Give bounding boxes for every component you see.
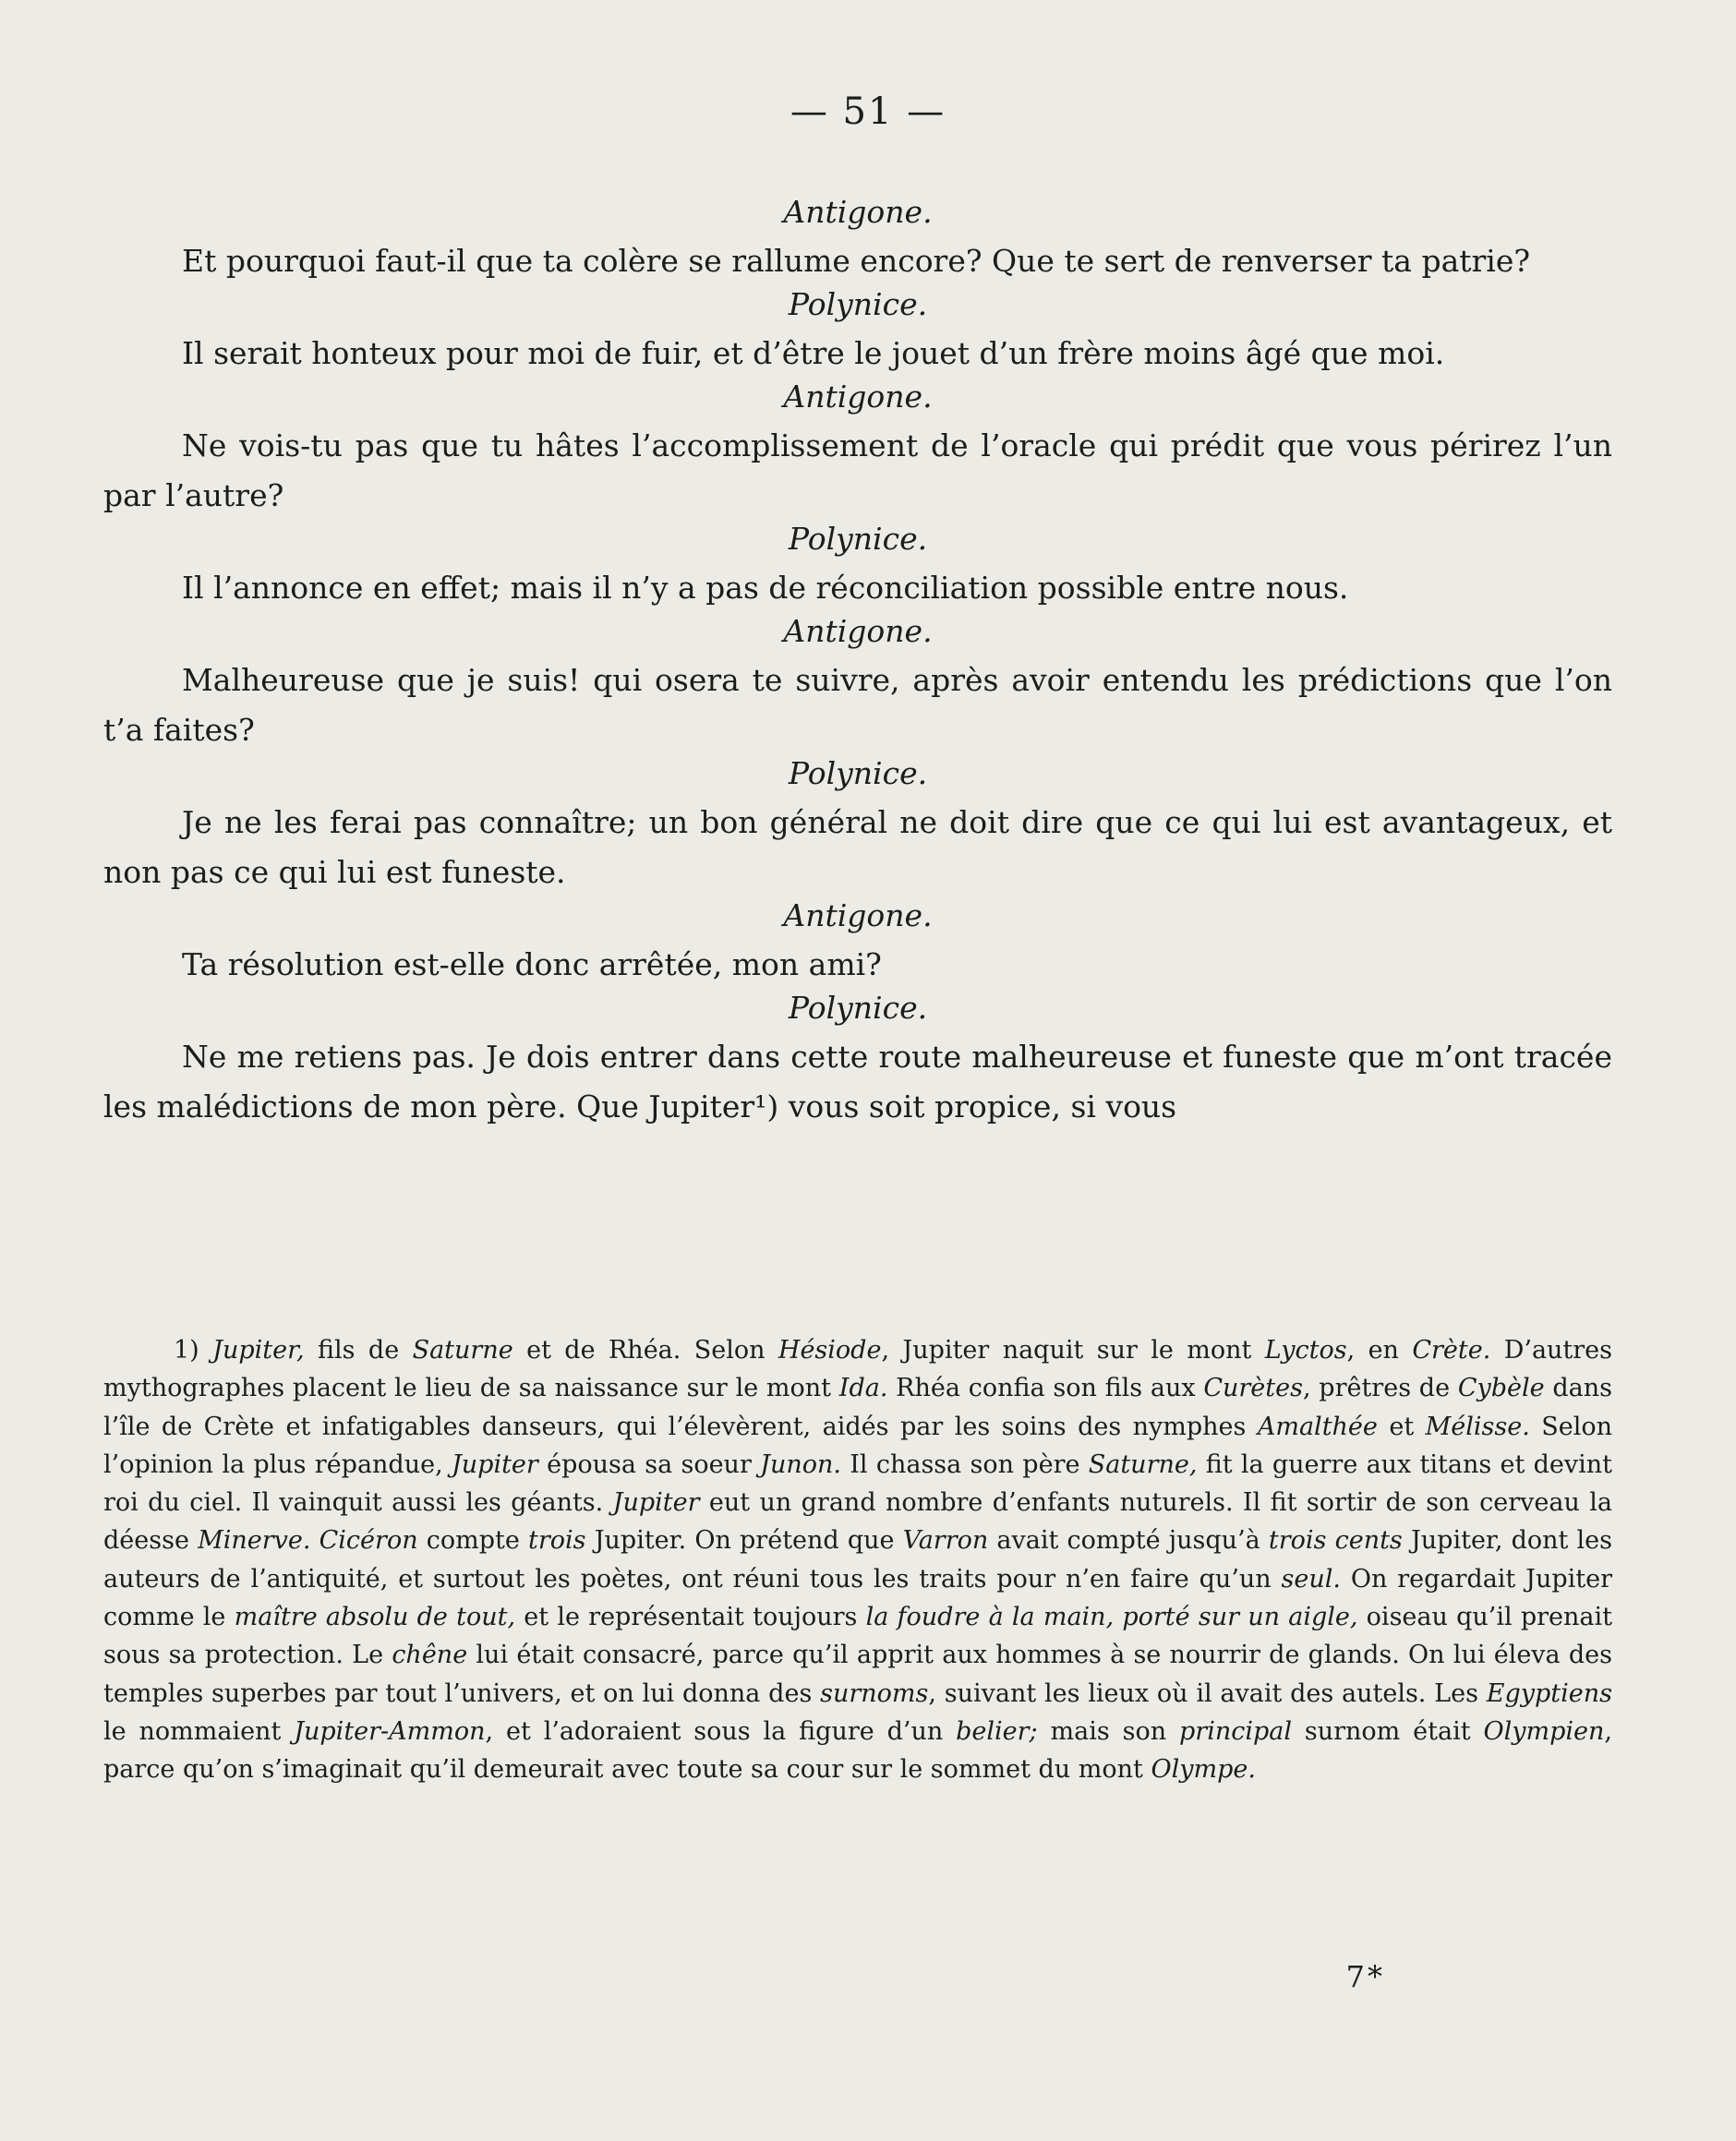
dialogue-entry <box>103 194 1612 286</box>
speech-line: Il serait honteux pour moi de fuir, et d’être le jouet d’un frère moins âgé que moi. <box>182 335 1445 371</box>
page-number: — 51 — <box>790 90 946 133</box>
speaker-name: Polynice. <box>788 990 928 1026</box>
footnote-text-run: , suivant les lieux où il avait des autels. Les <box>928 1678 1487 1708</box>
speech-line: Ne me retiens pas. Je dois entrer dans cette route malheureuse et funeste que m’ont tracée les malédictions de mon père. Que Jupiter¹) vous soit propice, si vous <box>103 1039 1612 1125</box>
speaker-name: Polynice. <box>788 521 928 557</box>
speech-line: Il l’annonce en effet; mais il n’y a pas de réconciliation possible entre nous. <box>182 570 1349 606</box>
footnote-italic-run: Amalthée <box>1257 1412 1378 1441</box>
footnote-text-run: , et l’adoraient sous la figure d’un <box>485 1716 957 1746</box>
footnote-italic-run: Cybèle <box>1457 1374 1545 1403</box>
footnote-text-run: compte <box>417 1526 529 1556</box>
speaker-name: Antigone. <box>783 897 933 933</box>
footnote-italic-run: chêne <box>392 1641 468 1670</box>
footnote-text-run: épousa sa soeur <box>537 1449 761 1479</box>
footnote-text-run: fils de <box>304 1336 413 1365</box>
footnote-text-run: lui était consacré, parce qu’il apprit aux hommes à se nourrir de glands. On lui éleva des temples superbes par tout l’univers, et on lui donna des <box>103 1641 1613 1708</box>
footnote-text-run: D’autres mythographes placent le lieu de sa naissance sur le mont <box>103 1336 1613 1403</box>
footnote-text-run: , prêtres de <box>1302 1374 1458 1403</box>
footnote-text-run: le nommaient <box>103 1716 295 1746</box>
footnote-italic-run: Ida. <box>838 1374 888 1403</box>
footnote-text-run: Il chassa son père <box>840 1449 1089 1479</box>
footnote-text-run: et de Rhéa. Selon <box>512 1336 778 1365</box>
footnote-italic-run: trois <box>528 1526 586 1556</box>
speaker-name: Polynice. <box>788 755 928 791</box>
footnote-italic-run: seul. <box>1281 1564 1341 1594</box>
speech-line: Et pourquoi faut-il que ta colère se rallume encore? Que te sert de renverser ta patrie? <box>182 243 1531 279</box>
footnote-italic-run: Jupiter-Ammon <box>294 1716 486 1746</box>
speaker-name: Antigone. <box>783 379 933 415</box>
footnote-italic-run: Jupiter <box>612 1488 700 1518</box>
footnote-text-run: et <box>1377 1412 1426 1441</box>
footnote-text-run: 1) <box>174 1336 213 1365</box>
footnote-text-run: On regardait Jupiter comme le <box>103 1564 1612 1632</box>
footnote-italic-run: Saturne <box>412 1336 513 1365</box>
speaker-name: Antigone. <box>783 194 933 230</box>
speech-line: Ne vois-tu pas que tu hâtes l’accomplissement de l’oracle qui prédit que vous périrez l’un par l’autre? <box>103 427 1612 513</box>
speech-line: Ta résolution est-elle donc arrêtée, mon ami? <box>182 946 882 982</box>
footnote-italic-run: la foudre à la main, porté sur un aigle, <box>865 1603 1358 1632</box>
dialogue-entry <box>103 286 1612 379</box>
footnote-text-run: oiseau qu’il prenait sous sa protection. Le <box>103 1603 1612 1670</box>
footnote-italic-run: Jupiter, <box>212 1336 305 1365</box>
speech-line: Malheureuse que je suis! qui osera te suivre, après avoir entendu les prédictions que l’on t’a faites? <box>103 662 1612 748</box>
dialogue-entry <box>103 990 1612 1132</box>
footnote-text-run: et le représentait toujours <box>515 1603 866 1632</box>
speaker-name: Antigone. <box>783 613 933 649</box>
footnote-text-run: avait compté jusqu’à <box>988 1526 1269 1556</box>
footnote-text-run: Selon l’opinion la plus répandue, <box>103 1412 1613 1479</box>
footnote-text-run: dans l’île de Crète et infatigables danseurs, qui l’élevèrent, aidés par les soins des nymphes <box>103 1374 1613 1441</box>
dialogue-entry <box>103 755 1612 897</box>
footnote-text-run: , parce qu’on s’imaginait qu’il demeurait avec toute sa cour sur le sommet du mont <box>103 1716 1612 1785</box>
footnote-text-run: Jupiter. On prétend que <box>585 1526 903 1556</box>
speaker-name: Polynice. <box>788 286 928 322</box>
footnote-italic-run: Mélisse. <box>1425 1412 1530 1441</box>
footnote-italic-run: Crète. <box>1412 1336 1491 1365</box>
footnote-italic-run: Jupiter <box>451 1449 538 1479</box>
speech-line: Je ne les ferai pas connaître; un bon général ne doit dire que ce qui lui est avantageux, et non pas ce qui lui est funeste. <box>103 804 1612 890</box>
footnote-text-run <box>310 1526 319 1555</box>
footnote-italic-run: belier; <box>956 1716 1038 1746</box>
footnote-italic-run: Saturne, <box>1088 1449 1198 1479</box>
footnote-italic-run: Junon. <box>760 1449 841 1479</box>
footnote-italic-run: Lyctos <box>1264 1336 1347 1365</box>
footnote-italic-run: Curètes <box>1203 1374 1303 1403</box>
dialogue-entry <box>103 521 1612 613</box>
footnote-text-run: , en <box>1346 1336 1413 1365</box>
footnote-italic-run: Egyptiens <box>1486 1678 1612 1708</box>
footnote-italic-run: Hésiode <box>778 1336 882 1365</box>
footnote-italic-run: trois cents <box>1268 1526 1403 1556</box>
dialogue-entry <box>103 897 1612 990</box>
dialogue-block <box>103 194 1612 1132</box>
footnote-text-run: surnom était <box>1292 1716 1484 1746</box>
footnote-italic-run: Olympe. <box>1151 1755 1256 1785</box>
dialogue-entry <box>103 613 1612 755</box>
footnote-text-run: fit la guerre aux titans et devint roi du ciel. Il vainquit aussi les géants. <box>103 1449 1613 1518</box>
footnote-italic-run: Cicéron <box>319 1526 418 1556</box>
signature-mark: 7* <box>1345 1959 1385 1994</box>
footnote-italic-run: Olympien <box>1483 1716 1605 1746</box>
footnote-text-run: Rhéa confia son fils aux <box>887 1374 1204 1403</box>
footnote-italic-run: maître absolu de tout, <box>234 1603 516 1632</box>
footnote-italic-run: surnoms <box>820 1678 929 1708</box>
footnote <box>103 1331 1612 1789</box>
dialogue-entry <box>103 379 1612 521</box>
footnote-italic-run: principal <box>1179 1716 1292 1746</box>
footnote-italic-run: Varron <box>902 1526 989 1556</box>
footnote-italic-run: Minerve. <box>198 1526 311 1556</box>
footnote-text-run: , Jupiter naquit sur le mont <box>881 1336 1265 1365</box>
footnote-text-run: mais son <box>1037 1716 1179 1746</box>
footnote-text-run: Jupiter, dont les auteurs de l’antiquité, et surtout les poètes, ont réuni tous les traits pour n’en faire qu’un <box>103 1526 1613 1594</box>
footnote-text-run: eut un grand nombre d’enfants nuturels. Il fit sortir de son cerveau la déesse <box>103 1488 1612 1556</box>
